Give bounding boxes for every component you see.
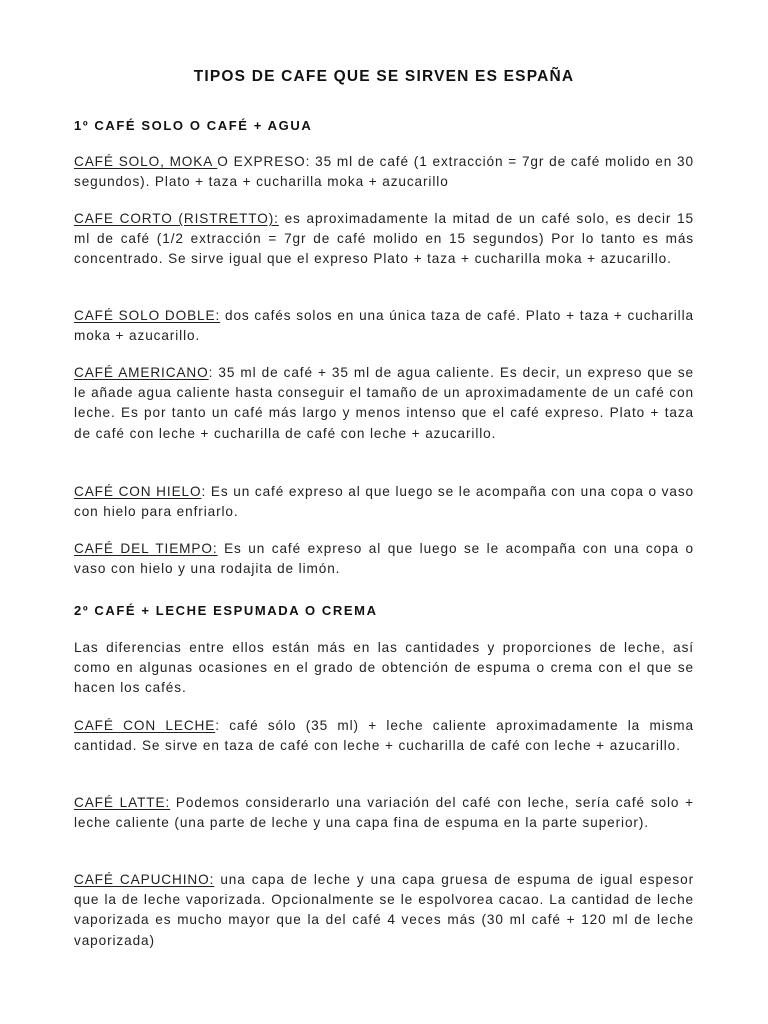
term-cafe-solo-moka: CAFÉ SOLO, MOKA (74, 154, 218, 169)
term-cafe-solo-doble: CAFÉ SOLO DOBLE: (74, 308, 221, 323)
description-cafe-con-hielo: : Es un café expreso al que luego se le acompaña con una copa o vaso con hielo para enfriarlo. (74, 484, 694, 520)
paragraph-cafe-con-leche (74, 716, 694, 756)
description-cafe-latte: Podemos considerarlo una variación del café con leche, sería café solo + leche caliente (una parte de leche y una capa fina de espuma en la parte superior). (74, 795, 694, 831)
term-cafe-corto: CAFE CORTO (RISTRETTO): (74, 211, 279, 226)
term-cafe-con-hielo: CAFÉ CON HIELO (74, 484, 202, 499)
term-cafe-americano: CAFÉ AMERICANO (74, 365, 209, 380)
paragraph-cafe-del-tiempo (74, 539, 694, 579)
term-cafe-capuchino: CAFÉ CAPUCHINO: (74, 872, 215, 887)
description-cafe-del-tiempo: Es un café expreso al que luego se le acompaña con una copa o vaso con hielo y una rodajita de limón. (74, 541, 694, 577)
description-cafe-solo-doble: dos cafés solos en una única taza de café. Plato + taza + cucharilla moka + azucarillo. (74, 308, 694, 344)
term-cafe-del-tiempo: CAFÉ DEL TIEMPO: (74, 541, 218, 556)
description-cafe-capuchino: una capa de leche y una capa gruesa de espuma de igual espesor que la de leche vaporizada. Opcionalmente se le espolvorea cacao. La cantidad de leche vaporizada es mucho mayor que la del café 4 veces más (30 ml café + 120 ml de leche vaporizada) (74, 872, 694, 948)
paragraph-cafe-solo-moka (74, 152, 694, 192)
paragraph-cafe-americano (74, 363, 694, 444)
paragraph-cafe-con-hielo (74, 482, 694, 522)
paragraph-cafe-solo-doble (74, 306, 694, 346)
paragraph-cafe-latte (74, 793, 694, 833)
section-heading-1: 1º CAFÉ SOLO O CAFÉ + AGUA (74, 118, 313, 133)
description-cafe-americano: : 35 ml de café + 35 ml de agua caliente. Es decir, un expreso que se le añade agua caliente hasta conseguir el tamaño de un aproximadamente de un café con leche. Es por tanto un café más largo y menos intenso que el café expreso. Plato + taza de café con leche + cucharilla de café con leche + azucarillo. (74, 365, 694, 441)
description-cafe-corto: es aproximadamente la mitad de un café solo, es decir 15 ml de café (1/2 extracción = 7gr de café molido en 15 segundos) Por lo tanto es más concentrado. Se sirve igual que el expreso Plato + taza + cucharilla moka + azucarillo. (74, 211, 694, 267)
section-heading-2: 2º CAFÉ + LECHE ESPUMADA O CREMA (74, 603, 378, 618)
paragraph-cafe-corto (74, 209, 694, 270)
paragraph-section-2-intro: Las diferencias entre ellos están más en las cantidades y proporciones de leche, así como en algunas ocasiones en el grado de obtención de espuma o crema con el que se hacen los cafés. (74, 640, 694, 696)
document-title: TIPOS DE CAFE QUE SE SIRVEN ES ESPAÑA (193, 68, 575, 85)
description-cafe-solo-moka: O EXPRESO: 35 ml de café (1 extracción = 7gr de café molido en 30 segundos). Plato + taza + cucharilla moka + azucarillo (74, 154, 694, 190)
term-cafe-con-leche: CAFÉ CON LECHE (74, 718, 216, 733)
paragraph-cafe-capuchino (74, 870, 694, 951)
term-cafe-latte: CAFÉ LATTE: (74, 795, 171, 810)
description-cafe-con-leche: : café sólo (35 ml) + leche caliente aproximadamente la misma cantidad. Se sirve en taza de café con leche + cucharilla de café con leche + azucarillo. (74, 718, 694, 754)
